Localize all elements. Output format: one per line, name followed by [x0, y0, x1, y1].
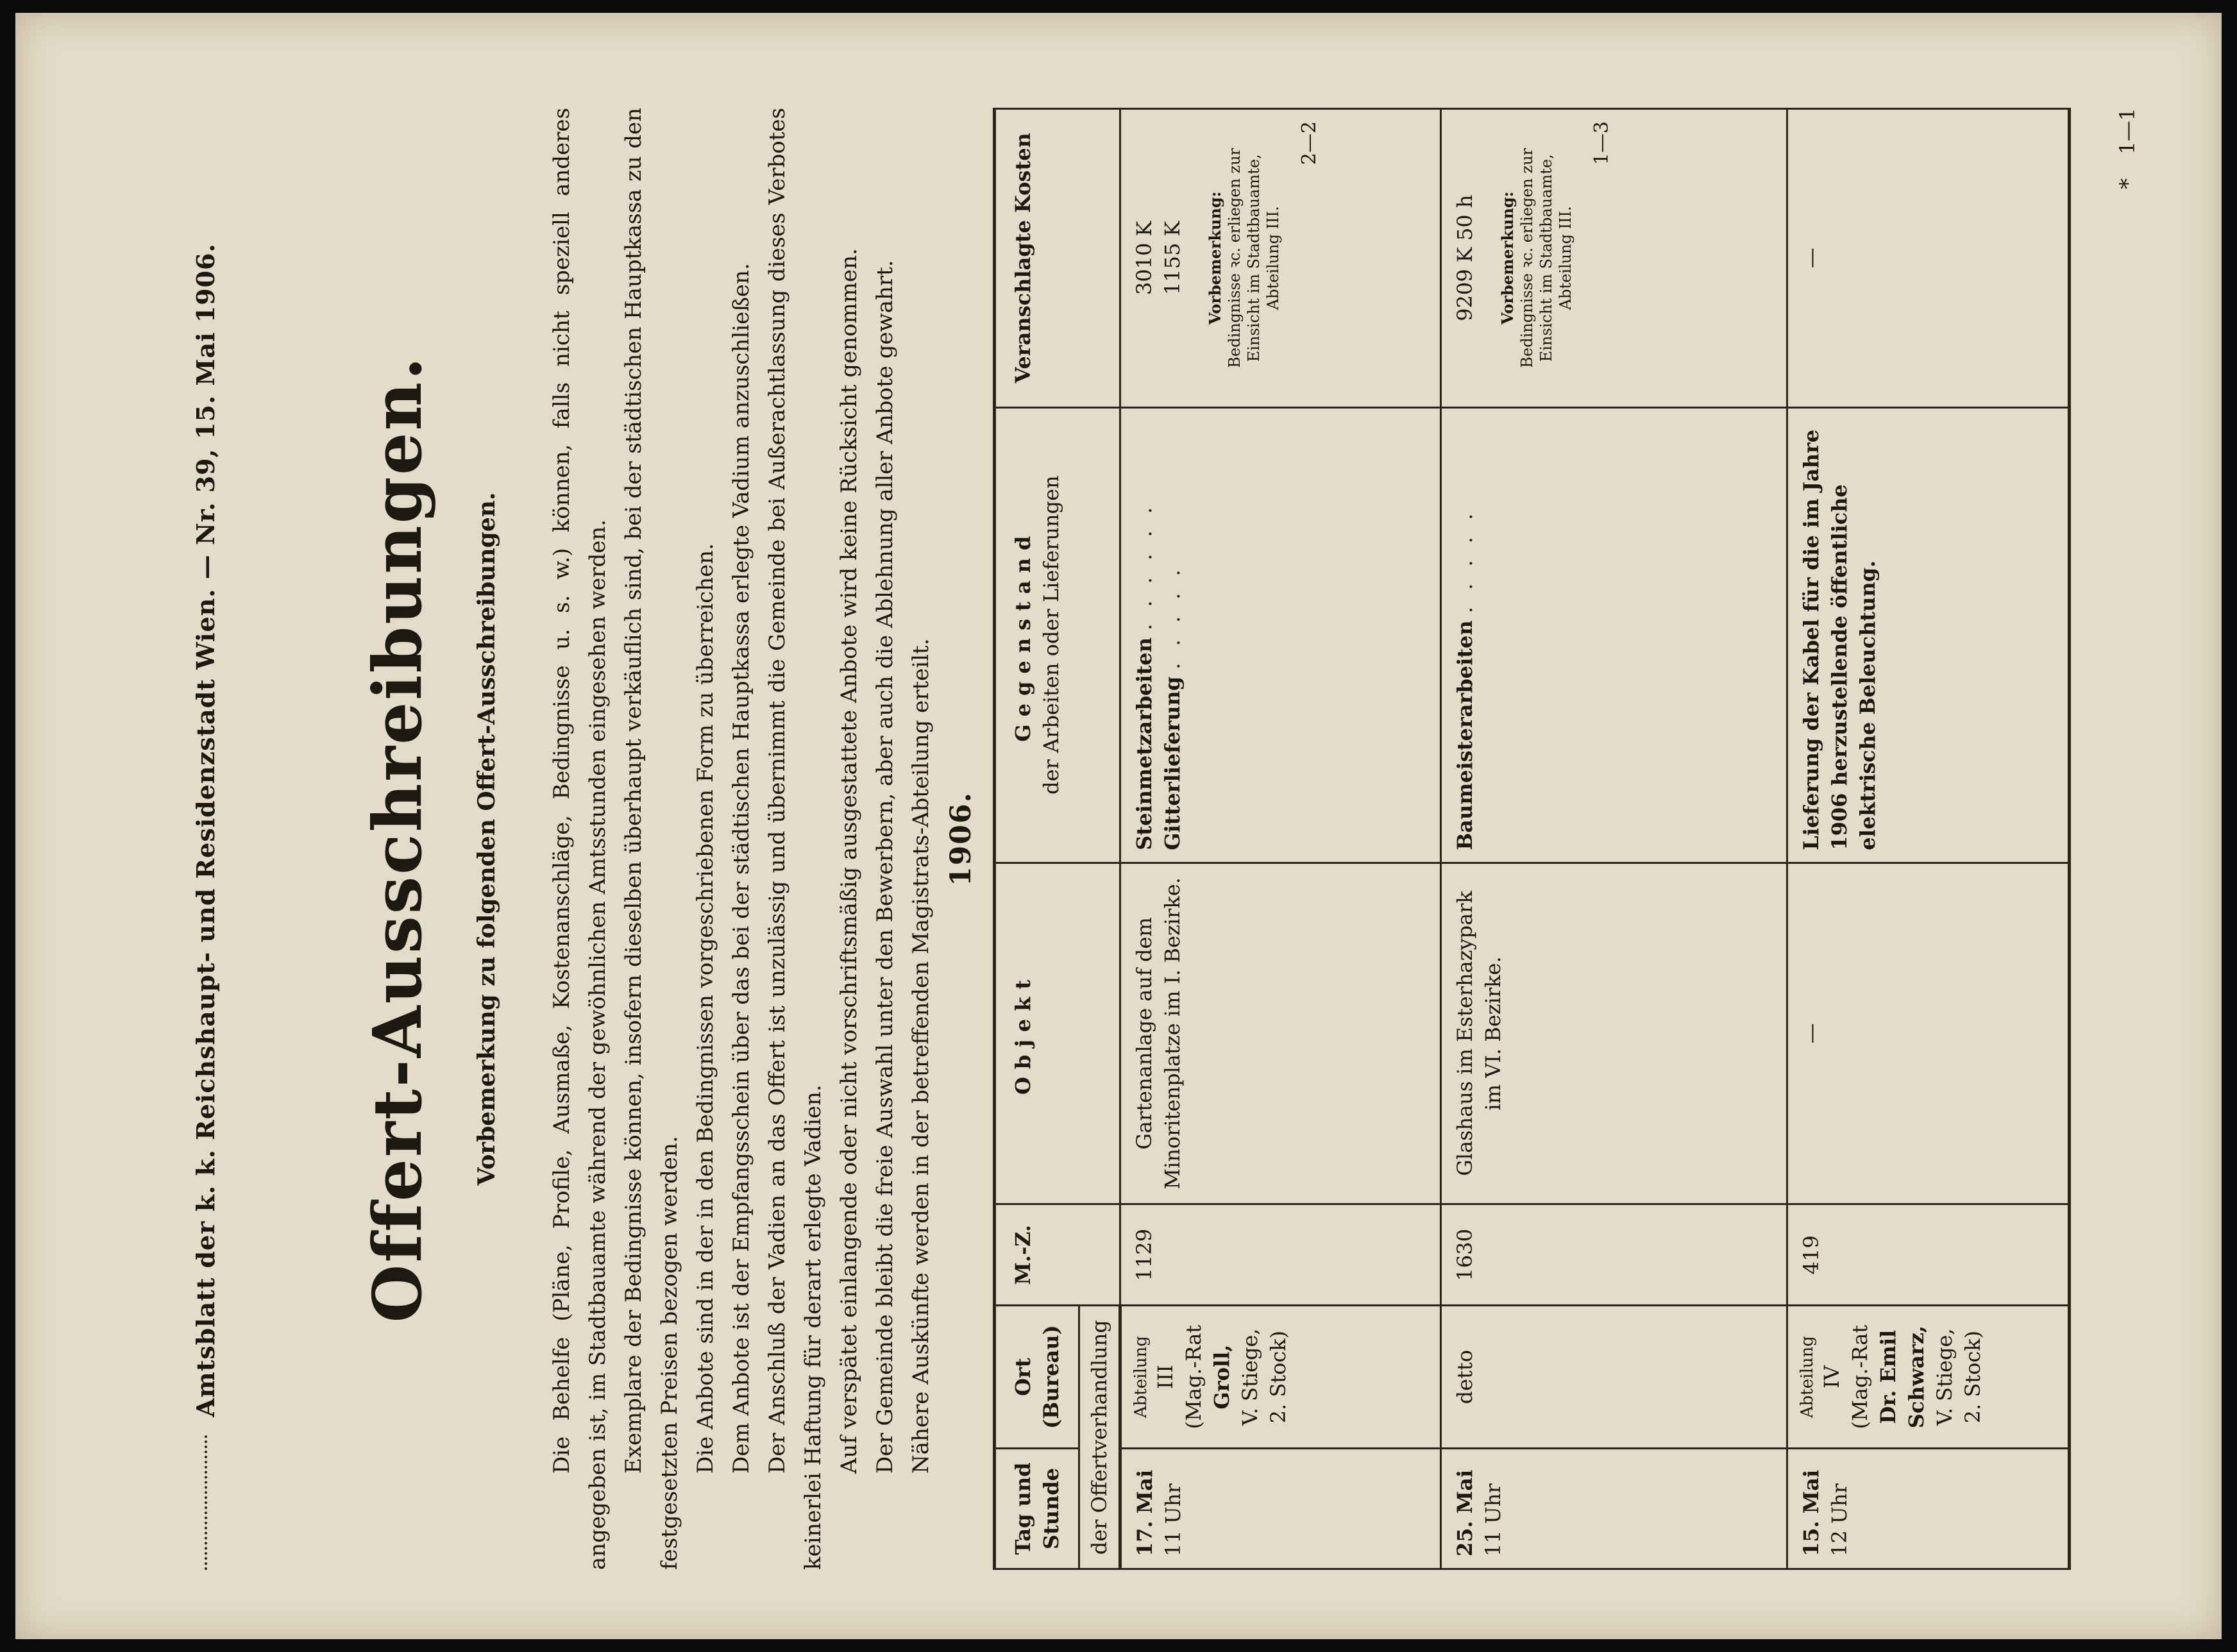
cell-time: 11 Uhr [1481, 1483, 1505, 1556]
ort-line: Groll, [1210, 1344, 1234, 1410]
intro-paragraph: Nähere Auskünfte werden in der betreffenden Magistrats-Abteilung erteilt. [908, 638, 934, 1474]
row-note: Vorbemerkung: Bedingnisse ꝛc. erliegen zur Einsicht im Stadtbauamte, Abteilung III. [1498, 148, 1574, 368]
cell-objekt: Gartenanlage auf dem Minoritenplatze im I. Bezirke. [1120, 863, 1441, 1204]
gegenstand-line: Baumeisterarbeiten . . . . . [1453, 508, 1477, 850]
ort-line: detto [1453, 1349, 1477, 1404]
ort-line: Schwarz, [1904, 1325, 1929, 1429]
ort-line: 2. Stock) [1266, 1330, 1290, 1424]
ort-line: Abteilung [1798, 1336, 1817, 1419]
kosten-value: — [1799, 248, 1823, 269]
header-offertverhandlung: der Offertverhandlung [1079, 1306, 1120, 1569]
kosten-value: 3010 K [1132, 221, 1156, 296]
ort-line: (Mag.-Rat [1181, 1324, 1206, 1429]
intro-paragraph: Die Behelfe (Pläne, Profile, Ausmaße, Kostenanschläge, Bedingnisse u. s. w.) können, falls nicht speziell anderes angegeben ist, im Stadtbauamte während der gewöhnlichen Amtsstunden eingesehen werden. [549, 108, 611, 1570]
header-kosten: Veranschlagte Kosten [995, 109, 1120, 408]
cell-ort [1441, 1306, 1787, 1448]
table-row [1441, 109, 1787, 1569]
page-subtitle: Vorbemerkung zu folgenden Offert-Ausschreibungen. [473, 492, 500, 1186]
cell-tag [1787, 1448, 2070, 1569]
page-title: Offert-Ausschreibungen. [358, 355, 437, 1323]
intro-paragraph: Auf verspätet einlangende oder nicht vorschriftsmäßig ausgestattete Anbote wird keine Rücksicht genommen. [836, 248, 862, 1474]
row-note: Vorbemerkung: Bedingnisse ꝛc. erliegen zur Einsicht im Stadtbauamte, Abteilung III. [1206, 148, 1282, 368]
ort-line: III [1153, 1365, 1178, 1390]
kosten-value: 1155 K [1160, 221, 1185, 296]
ort-line: Abteilung [1131, 1336, 1151, 1419]
cell-kosten [1120, 109, 1441, 408]
table-header-row [995, 109, 1079, 1569]
header-gegenstand-title: Gegenstand [1011, 528, 1035, 742]
header-gegenstand [995, 407, 1120, 863]
row-ref: 2—2 [1298, 121, 1321, 165]
cell-gegenstand [1120, 407, 1441, 863]
gegenstand-line: Gitterlieferung . . . . . [1160, 564, 1185, 850]
cell-mz: 1630 [1441, 1204, 1787, 1306]
cell-kosten [1787, 109, 2070, 408]
cell-time: 12 Uhr [1827, 1483, 1852, 1556]
cell-gegenstand [1441, 407, 1787, 863]
intro-paragraph: Der Anschluß der Vadien an das Offert ist unzulässig und übernimmt die Gemeinde bei Außerachtlassung dieses Verbotes keinerlei Haftung für derart erlegte Vadien. [764, 108, 826, 1570]
ort-line: V. Stiege, [1932, 1328, 1957, 1426]
intro-paragraph: Exemplare der Bedingnisse können, insofern dieselben überhaupt verkäuflich sind, bei der städtischen Hauptkassa zu den festgesetzten Preisen bezogen werden. [621, 108, 682, 1570]
gegenstand-line: Lieferung der Kabel für die im Jahre 1906 herzustellende öffentliche elektrische Beleuchtung. [1799, 429, 1880, 850]
page-content [76, 69, 2192, 1608]
cell-objekt: Glashaus im Esterhazypark im VI. Bezirke. [1441, 863, 1787, 1204]
cell-mz: 1129 [1120, 1204, 1441, 1306]
ort-line: V. Stiege, [1238, 1328, 1262, 1426]
intro-paragraph: Dem Anbote ist der Empfangsschein über das bei der städtischen Hauptkassa erlegte Vadium anzuschließen. [729, 263, 754, 1474]
running-head-text: Amtsblatt der k. k. Reichshaupt- und Residenzstadt Wien. — Nr. 39, 15. Mai 1906. [191, 243, 220, 1417]
ort-line: (Mag.-Rat [1848, 1324, 1872, 1429]
ornament-rule [205, 1435, 207, 1570]
footer-asterisk: * [2115, 178, 2141, 189]
cell-date: 25. Mai [1453, 1469, 1477, 1556]
table-row [1787, 109, 2070, 1569]
table-row [1120, 109, 1441, 1569]
cell-date: 15. Mai [1799, 1469, 1823, 1556]
header-gegenstand-sub: der Arbeiten oder Lieferungen [1039, 475, 1063, 795]
cell-ort [1787, 1306, 2070, 1448]
cell-date: 17. Mai [1133, 1469, 1157, 1556]
offers-table [993, 108, 2071, 1570]
intro-paragraph: Die Anbote sind in der in den Bedingnissen vorgeschriebenen Form zu überreichen. [693, 543, 718, 1474]
cell-tag [1441, 1448, 1787, 1569]
footer-ref: 1—1 [2115, 108, 2140, 155]
header-ort: Ort (Bureau) [995, 1306, 1079, 1448]
cell-time: 11 Uhr [1161, 1483, 1185, 1556]
intro-text [544, 108, 939, 1570]
cell-objekt: — [1787, 863, 2070, 1204]
cell-tag [1120, 1448, 1441, 1569]
table-year: 1906. [945, 791, 977, 886]
ort-line: Dr. Emil [1876, 1329, 1900, 1424]
ort-line: 2. Stock) [1961, 1330, 1985, 1424]
cell-kosten [1441, 109, 1787, 408]
ort-line: IV [1819, 1365, 1844, 1388]
gegenstand-line: Steinmetzarbeiten . . . . . . [1132, 501, 1156, 850]
header-objekt: Objekt [995, 863, 1120, 1204]
row-ref: 1—3 [1591, 121, 1613, 165]
kosten-value: 9209 K 50 h [1453, 194, 1477, 321]
scanned-page [15, 13, 2222, 1639]
header-tag: Tag und Stunde [995, 1448, 1079, 1569]
cell-mz: 419 [1787, 1204, 2070, 1306]
header-mz: M.-Z. [995, 1204, 1120, 1306]
running-head [191, 108, 220, 1570]
intro-paragraph: Der Gemeinde bleibt die freie Auswahl unter den Bewerbern, aber auch die Ablehnung aller Anbote gewahrt. [872, 260, 898, 1474]
cell-ort [1120, 1306, 1441, 1448]
cell-gegenstand [1787, 407, 2070, 863]
